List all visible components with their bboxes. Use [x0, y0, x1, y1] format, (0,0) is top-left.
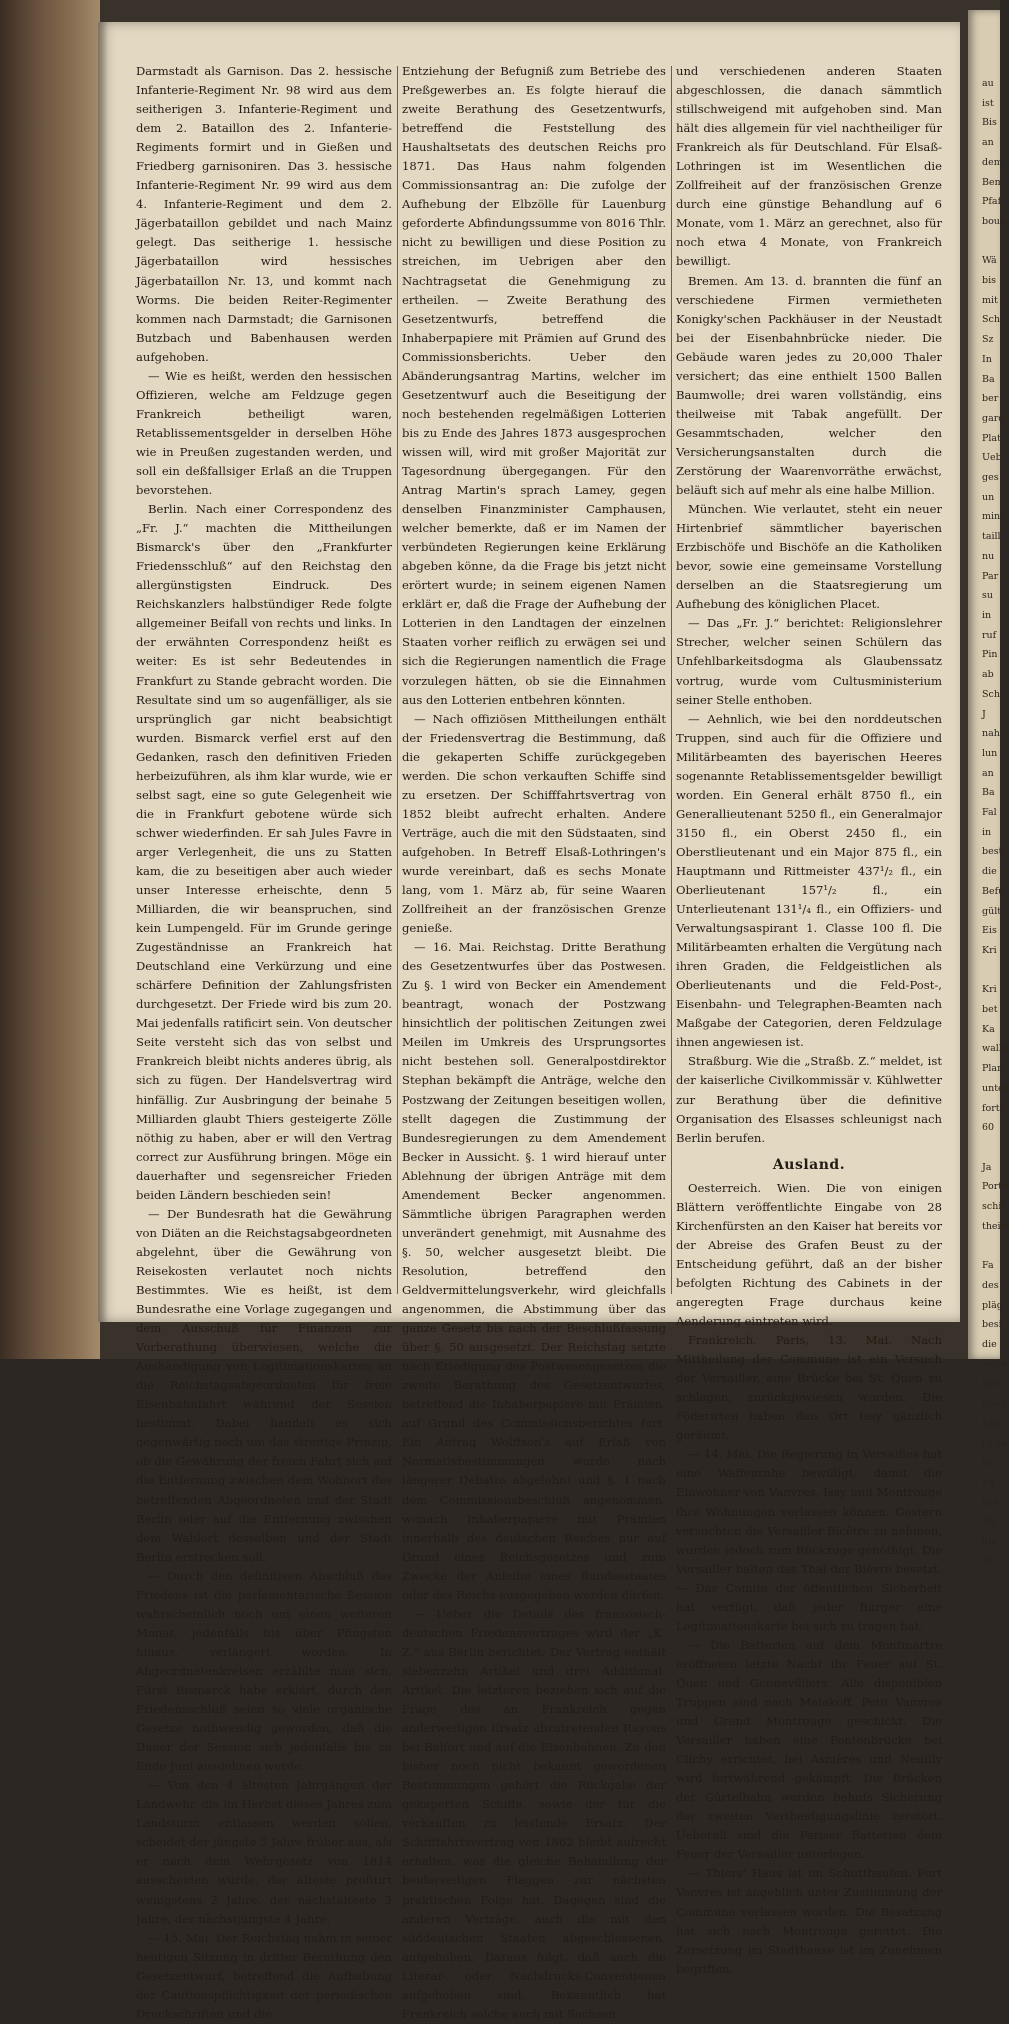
next-page-fragment: dem: [982, 156, 1003, 168]
next-page-fragment: an: [982, 137, 994, 149]
next-page-fragment: Die: [982, 1378, 999, 1390]
article-paragraph: — 15. Mai. Der Reichstag nahm in seiner heutigen Sitzung in dritter Berathung den Gesetzentwurf, betreffend die Aufhebung der Cautionspflichtigkeit der periodischen Druckschriften und die: [136, 1930, 392, 2021]
column-rule: [397, 66, 398, 1294]
next-page-fragment: Bis: [982, 117, 997, 129]
next-page-fragment: Ka: [982, 1023, 995, 1035]
article-paragraph: — Nach offiziösen Mittheilungen enthält der Friedensvertrag die Bestimmung, daß die gekaperten Schiffe zurückgegeben werden. Die schon verkauften Schiffe sind zu ersetzen. Der Schifffahrtsvertrag von 1852 bleibt aufrecht erhalten. Andere Verträge, auch die mit den Südstaaten, sind aufgehoben. In Betreff Elsaß-Lothringen's wurde vereinbart, daß es sechs Monate lang, vom 1. März ab, für seine Waaren Zollfreiheit an der französischen Grenze genieße.: [402, 711, 666, 936]
article-paragraph: München. Wie verlautet, steht ein neuer Hirtenbrief sämmtlicher bayerischen Erzbischöfe und Bischöfe an die Katholiken bevor, sowie eine gemeinsame Vorstellung derselben an die Staatsregierung um Aufhebung des königlichen Placet.: [676, 502, 942, 612]
article-paragraph: Frankreich. Paris, 13. Mai. Nach Mittheilung der Commune ist ein Versuch der Versailler, eine Brücke bei St. Quen zu schlagen, zurückgewiesen worden. Die Föderirten haben den Ort Issy gänzlich geräumt.: [676, 1333, 942, 1443]
next-page-fragment: in: [982, 826, 992, 838]
article-paragraph: — Wie es heißt, werden den hessischen Offizieren, welche am Feldzuge gegen Frankreich betheiligt waren, Retablissementsgelder in derselben Höhe wie in Preußen zugestanden werden, und soll ein deßfallsiger Erlaß an die Truppen bevorstehen.: [136, 368, 392, 498]
article-paragraph: Bremen. Am 13. d. brannten die fünf an verschiedene Firmen vermietheten Konigky'schen Packhäuser in der Neustadt bei der Eisenbahnbrücke nieder. Die Gebäude waren jedes zu 20,000 Thaler versichert; das eine enthielt 1500 Ballen Baumwolle; drei waren vollständig, eins theilweise mit Tabak angefüllt. Der Gesammtschaden, welcher den Versicherungsanstalten durch die Zerstörung der Waarenvorräthe erwächst, beläuft sich auf mehr als eine halbe Million.: [676, 273, 942, 498]
next-page-fragment: Bem: [982, 176, 1004, 188]
next-page-fragment: fortf: [982, 1102, 1004, 1114]
next-page-fragment: in: [982, 609, 992, 621]
next-page-fragment: verle: [982, 1358, 1007, 1370]
next-page-fragment: schif: [982, 1201, 1005, 1213]
newspaper-page: [98, 22, 960, 2021]
next-page-fragment: bis: [982, 275, 996, 287]
next-page-fragment: theile: [982, 1220, 1009, 1232]
next-page-fragment: [982, 232, 1000, 252]
book-binding: [0, 0, 100, 1359]
page-shadow: [98, 22, 108, 1322]
article-paragraph: Straßburg. Wie die „Straßb. Z.“ meldet, ist der kaiserliche Civilkommissär v. Kühlwetter zur Berathung über die definitive Organisation des Elsasses schleunigst nach Berlin berufen.: [676, 1054, 942, 1145]
next-page-fragment: besti: [982, 846, 1006, 858]
next-page-fragment: Plan: [982, 1063, 1004, 1075]
next-page-fragment: Fa: [982, 1555, 994, 1567]
article-paragraph: Darmstadt als Garnison. Das 2. hessische Infanterie-Regiment Nr. 98 wird aus dem seitherigen 3. Infanterie-Regiment und dem 2. Bataillon des 2. Infanterie-Regiments formirt und in Gießen und Friedberg garnisoniren. Das 3. hessische Infanterie-Regiment Nr. 99 wird aus dem 4. Infanterie-Regiment und dem 2. Jägerbataillon gebildet und nach Mainz gelegt. Das seitherige 1. hessische Jägerbataillon wird hessisches Jägerbataillon Nr. 13, und kommt nach Worms. Die beiden Reiter-Regimenter kommen nach Darmstadt; die Garnisonen Butzbach und Babenhausen werden aufgehoben.: [136, 64, 392, 364]
next-page-fragment: Pfaf: [982, 196, 1002, 208]
next-page-fragment: lun: [982, 747, 998, 759]
next-page-fragment: Ja: [982, 1161, 992, 1173]
next-page-fragment: wallu: [982, 1043, 1008, 1055]
next-page-fragment: nah: [982, 728, 1000, 740]
next-page-fragment: Die: [982, 1496, 999, 1508]
next-page-fragment: Wä: [982, 255, 997, 267]
article-paragraph: — 16. Mai. Reichstag. Dritte Berathung des Gesetzentwurfes über das Postwesen. Zu §. 1 wird von Becker ein Amendement beantragt, wonach der Postzwang hinsichtlich der politischen Zeitungen zwei Meilen im Umkreis des Ursprungsortes nicht bestehen soll. Generalpostdirektor Stephan bekämpft die Anträge, welche den Postzwang der Zeitungen beseitigen wollen, stellt dagegen die Zustimmung der Bundesregierungen zu dem Amendement Becker in Aussicht. §. 1 wird hierauf unter Ablehnung der übrigen Anträge mit dem Amendement Becker angenommen. Sämmtliche übrigen Paragraphen werden unverändert genehmigt, mit Ausnahme des §. 50, welcher ausgesetzt bleibt. Die Resolution, betreffend den Geldvermittelungsverkehr, wird gleichfalls angenommen, die Abstimmung über das ganze Gesetz bis nach der Beschlußfassung über §. 50 ausgesetzt. Der Reichstag setzte nach Erledigung des Postwesengesetzes die zweite Berathung des Gesetzentwurfes, betreffend die Inhaberpapiere mit Prämien, auf Grund des Commissionsberichtes fort. Ein Antrag Wolffson's auf Erlaß von Normativbestimmungen wurde nach längerer Debatte abgelehnt und §. 1 nach dem Commissionsbeschluß angenommen, wonach Inhaberpapiere mit Prämien innerhalb des deutschen Reiches nur auf Grund eines Reichsgesetzes und zum Zwecke der Anleihe eines Bundesstaates oder des Reichs ausgegeben werden dürfen.: [402, 940, 666, 1602]
next-page-fragment: unter: [982, 1082, 1009, 1094]
next-page-fragment: mini: [982, 511, 1004, 523]
next-page-fragment: Bu: [982, 1516, 996, 1528]
next-page-fragment: [982, 961, 1000, 981]
next-page-fragment: Ueb: [982, 452, 1002, 464]
next-page-fragment: Orga: [982, 1437, 1007, 1449]
text-column-3: [676, 62, 942, 1976]
next-page-fragment: J: [982, 708, 986, 720]
next-page-fragment: Sz: [982, 334, 994, 346]
next-page-fragment: ab: [982, 669, 994, 681]
next-page-fragment: bet: [982, 1004, 998, 1016]
article-paragraph: — Die Batterien auf dem Montmartre eröffneten letzte Nacht ihr Feuer auf St. Quen und Gennevilliers. Alle disponiblen Truppen sind nach Malakoff, Petit Vanvres und Grand Montrouge geschickt. Die Versailler haben eine Pontonbrücke bei Clichy errichtet, bei Asnières und Neuilly wird fortwährend gekämpft. Die Brücken der Gürtelbahn werden behufs Sicherung der zweiten Vertheidigungslinie zerstört. Ueberall sind die Pariser Batterien dem Feuer der Versailler unterlegen.: [676, 1637, 942, 1862]
next-page-fragment: Pin: [982, 649, 998, 661]
next-page-fragment: Ba: [982, 373, 995, 385]
next-page-fragment: taill: [982, 531, 1001, 543]
article-paragraph: — Der Bundesrath hat die Gewährung von Diäten an die Reichstagsabgeordneten abgelehnt, über die Gewährung von Reisekosten verlautet noch nichts Bestimmtes. Wie es heißt, ist dem Bundesrathe eine Vorlage zugegangen und dem Ausschuß für Finanzen zur Vorberathung überwiesen, welche die Aushändigung von Legitimationskarten an die Reichstagsabgeordneten für freie Eisenbahnfahrt während der Session bestimmt. Dabei handelt es sich gegenwärtig noch um das streitige Prinzip, ob die Gewährung der freien Fahrt sich auf die Entfernung zwischen dem Wohnort des betreffenden Abgeordneten und der Stadt Berlin oder auf die Entfernung zwischen dem Wahlort desselben und der Stadt Berlin erstrecken soll.: [136, 1206, 392, 1564]
next-page-fragment: Eis: [982, 925, 997, 937]
next-page-fragment: Kla: [982, 1417, 998, 1429]
column-rule: [671, 66, 672, 1294]
next-page-fragment: pläg: [982, 1299, 1003, 1311]
article-paragraph: — 14. Mai. Die Regierung in Versailles hat eine Waffenruhe bewilligt, damit die Einwohner von Vanvres, Issy und Montrouge ihre Wohnungen verlassen können. Gestern versuchten die Versailler Bicêtre zu nehmen, wurden jedoch zum Rückzuge genöthigt. Die Versailler halten das Thal der Bièvre besetzt. — Das Comite der öffentlichen Sicherheit hat verfügt, daß jeder Bürger eine Legitimationskarte bei sich zu tragen hat.: [676, 1447, 942, 1633]
next-page-fragment: ist: [982, 97, 994, 109]
next-page-fragment: gült: [982, 905, 1002, 917]
next-page-fragment: Ka: [982, 1476, 995, 1488]
article-paragraph: und verschiedenen anderen Staaten abgeschlossen, die danach sämmtlich stillschweigend mit aufgehoben sind. Man hält dies allgemein für viel nachtheiliger für Frankreich als für Deutschland. Für Elsaß-Lothringen ist im Wesentlichen die Zollfreiheit auf der französischen Grenze durch eine günstige Behandlung auf 6 Monate, vom 1. März an gerechnet, also für noch etwa 4 Monate, von Frankreich bewilligt.: [676, 64, 942, 269]
next-page-fragment: Kri: [982, 984, 997, 996]
next-page-fragment: des: [982, 1279, 999, 1291]
next-page-fragment: ber: [982, 393, 999, 405]
article-paragraph: — Ueber die Details des französisch-deutschen Friedensvertrages wird der „K. Z.“ aus Berlin berichtet: Der Vertrag enthält siebenzehn Artikel und drei Additional-Artikel. Die letzteren beziehen sich auf die Frage des an Frankreich gegen anderweitigen Ersatz abzutretenden Rayons bei Belfort und auf die Eisenbahnen. Zu den bisher noch nicht bekannt gewordenen Bestimmungen gehört die Rückgabe der gekaperten Schiffe, sowie der für die verkauften zu leistende Ersatz. Der Schifffahrtsvertrag von 1862 bleibt aufrecht erhalten, was die gleiche Behandlung der beiderseitigen Flaggen zur nächsten praktischen Folge hat. Dagegen sind die anderen Verträge, auch die mit den süddeutschen Staaten abgeschlossenen, aufgehoben. Daraus folgt, daß auch die Literar- oder Nachdrucks-Conventionen aufgehoben sind. Bekanntlich hat Frankreich solche auch mit Sachsen: [402, 1606, 666, 2021]
next-page-edge: [968, 10, 1009, 1567]
next-page-fragment: die: [982, 1339, 997, 1350]
next-page-fragment: 60: [982, 1122, 995, 1134]
article-paragraph: — Das „Fr. J.“ berichtet: Religionslehrer Strecher, welcher seinen Schülern das Unfehlbarkeitsdogma als Glaubenssatz vortrug, wurde vom Cultusministerium seiner Stelle enthoben.: [676, 616, 942, 707]
next-page-fragment: Befu: [982, 885, 1005, 897]
next-page-fragment: boue: [982, 215, 1006, 227]
article-paragraph: — Thiers' Haus ist im Schutthaufen. Fort Vanvres ist angeblich unter Zustimmung der Commune verlassen worden. Die Besatzung hat sich nach Montrouge gerettet. Die Zersetzung im Stadthause ist im Zunehmen begriffen.: [676, 1866, 942, 1976]
article-paragraph: — Aehnlich, wie bei den norddeutschen Truppen, sind auch für die Offiziere und Militärbeamten des bayerischen Heeres sogenannte Retablissementsgelder bewilligt worden. Ein General erhält 8750 fl., ein Generallieutenant 5250 fl., ein Generalmajor 3150 fl., ein Oberst 2450 fl., ein Oberstlieutenant und ein Major 875 fl., ein Hauptmann und Rittmeister 437¹/₂ fl., ein Oberlieutenant 157¹/₂ fl., ein Unterlieutenant 131¹/₄ fl., ein Offiziers- und Verwaltungsaspirant 1. Classe 100 fl. Die Militärbeamten erhalten die Vergütung nach ihren Graden, die Feldgeistlichen als Oberlieutenants und die Feld-Post-, Eisenbahn- und Telegraphen-Beamten nach Maßgabe der Categorien, deren Feldzulage ihnen angewiesen ist.: [676, 711, 942, 1050]
next-page-fragment: [982, 1138, 1000, 1158]
next-page-fragment: Fal: [982, 807, 997, 819]
next-page-fragments: [968, 10, 1009, 1571]
next-page-fragment: [982, 1236, 1000, 1256]
next-page-fragment: Lohn: [982, 1398, 1007, 1410]
next-page-fragment: Ba: [982, 787, 995, 799]
next-page-fragment: besi: [982, 1319, 1002, 1331]
next-page-fragment: Sch: [982, 314, 1000, 326]
next-page-fragment: an: [982, 767, 994, 779]
text-column-1: [136, 62, 392, 2021]
next-page-fragment: Par: [982, 570, 999, 582]
next-page-fragment: die: [982, 1536, 997, 1548]
next-page-fragment: Fa: [982, 1260, 994, 1272]
section-heading: Ausland.: [772, 1156, 846, 1173]
next-page-fragment: un: [982, 491, 995, 503]
next-page-fragment: In: [982, 353, 992, 365]
next-page-fragment: su: [982, 590, 993, 602]
next-page-fragment: Porte: [982, 1181, 1008, 1193]
next-page-fragment: Kri: [982, 944, 997, 956]
article-paragraph: — Von den 4 ältesten Jahrgängen der Landwehr, die im Herbst dieses Jahres zum Landsturm entlassen werden sollen, scheidet der jüngste 5 Jahre früher aus, als er nach dem Wehrgesetz von 1814 ausscheiden würde, der älteste profitirt wenigstens 2 Jahre, der nächstälteste 3 Jahre, der nächstjüngste 4 Jahre.: [136, 1778, 392, 1926]
next-page-fragment: mit: [982, 294, 998, 306]
next-page-fragment: nu: [982, 550, 995, 562]
next-page-fragment: ruf: [982, 629, 997, 641]
article-paragraph: Entziehung der Befugniß zum Betriebe des Preßgewerbes an. Es folgte hierauf die zweite Berathung des Gesetzentwurfs, betreffend die Feststellung des Haushaltsetats des deutschen Reichs pro 1871. Das Haus nahm folgenden Commissionsantrag an: Die zufolge der Aufhebung der Elbzölle für Lauenburg geforderte Abfindungssumme von 8016 Thlr. nicht zu bewilligen und diese Position zu streichen, im Uebrigen aber den Nachtragsetat die Genehmigung zu ertheilen. — Zweite Berathung des Gesetzentwurfs, betreffend die Inhaberpapiere mit Prämien auf Grund des Commissionsberichts. Ueber den Abänderungsantrag Martins, welcher im Gesetzentwurf auch die Beseitigung der noch bestehenden regelmäßigen Lotterien bis zu Ende des Jahres 1873 ausgesprochen wissen will, wird mit großer Majorität zur Tagesordnung übergegangen. Für den Antrag Martin's sprach Lamey, gegen denselben Finanzminister Camphausen, welcher bemerkte, daß er im Namen der verbündeten Regierungen keine Erklärung abgeben könne, da die Frage bis jetzt nicht erörtert wurde; in seinem eigenen Namen erklärt er, daß die Frage der Aufhebung der Lotterien in den Landtagen der einzelnen Staaten vorher reiflich zu erwägen sei und sich die Regierungen namentlich die Frage vorzulegen hätten, ob sie die Einnahmen aus den Lotterien entbehren könnten.: [402, 64, 666, 707]
next-page-fragment: au: [982, 78, 994, 89]
article-paragraph: — Durch den definitiven Abschluß des Friedens ist die parlamentarische Session wahrscheinlich noch um einen weiteren Monat, jedenfalls bis über Pfingsten hinaus, verlängert worden. In Abgeordnetenkreisen erzählte man sich, Fürst Bismarck habe erklärt, durch den Friedensschluß seien so viele organische Gesetze nothwendig geworden, daß die Dauer der Session sich jedenfalls bis zu Ende Juni ausdehnen werde.: [136, 1568, 392, 1774]
article-paragraph: Oesterreich. Wien. Die von einigen Blättern veröffentlichte Eingabe von 28 Kirchenfürsten an den Kaiser hat bereits vor der Abreise des Grafen Beust zu der Entscheidung geführt, daß an der bisher befolgten Richtung des Cabinets in der angeregten Frage durchaus keine Aenderung eintreten wird.: [676, 1180, 942, 1329]
next-page-fragment: gard: [982, 412, 1005, 424]
text-column-2: [402, 62, 666, 2021]
next-page-fragment: die: [982, 866, 997, 878]
next-page-fragment: Sch: [982, 688, 1000, 700]
article-paragraph: Berlin. Nach einer Correspondenz des „Fr. J.“ machten die Mittheilungen Bismarck's über den „Frankfurter Friedensschluß“ auf den Reichstag den allergünstigsten Eindruck. Des Reichskanzlers halbstündiger Rede folgte allgemeiner Beifall von rechts und links. In der erwähnten Correspondenz heißt es weiter: Es ist sehr Bedeutendes in Frankfurt zu Stande gebracht worden. Die Resultate sind um so augenfälliger, als sie ursprünglich gar nicht beabsichtigt wurden. Bismarck verfiel erst auf den Gedanken, rasch den definitiven Frieden herbeizuführen, als ihm klar wurde, wie er selbst sagt, eine so gute Gelegenheit wie die in Frankfurt gebotene würde sich schwer wiederfinden. Er sah Jules Favre in arger Verlegenheit, die uns zu Statten kam, die zu beseitigen aber auch wieder unser Interesse erheischte, denn 5 Milliarden, die wir beanspruchen, sind kein Lumpengeld. Für im Grunde geringe Zugeständnisse an Frankreich hat Deutschland eine Verkürzung und eine schärfere Definition der Zahlungsfristen durchgesetzt. Der Friede wird bis zum 20. Mai jedenfalls ratificirt sein. Von deutscher Seite versteht sich das von selbst und Frankreich bleibt nichts anderes übrig, als sich zu fügen. Der Handelsvertrag wird hinfällig. Zur Ausbringung der beinahe 5 Milliarden glaubt Thiers gesteigerte Zölle nöthig zu haben, aber er will den Vertrag correct zur Ausführung bringen. Möge ein dauerhafter und segensreicher Frieden beiden Ländern beschieden sein!: [136, 502, 392, 1202]
next-page-fragment: ges: [982, 472, 999, 484]
next-page-fragment: Plat: [982, 432, 1001, 444]
next-page-fragment: Be: [982, 1457, 995, 1469]
